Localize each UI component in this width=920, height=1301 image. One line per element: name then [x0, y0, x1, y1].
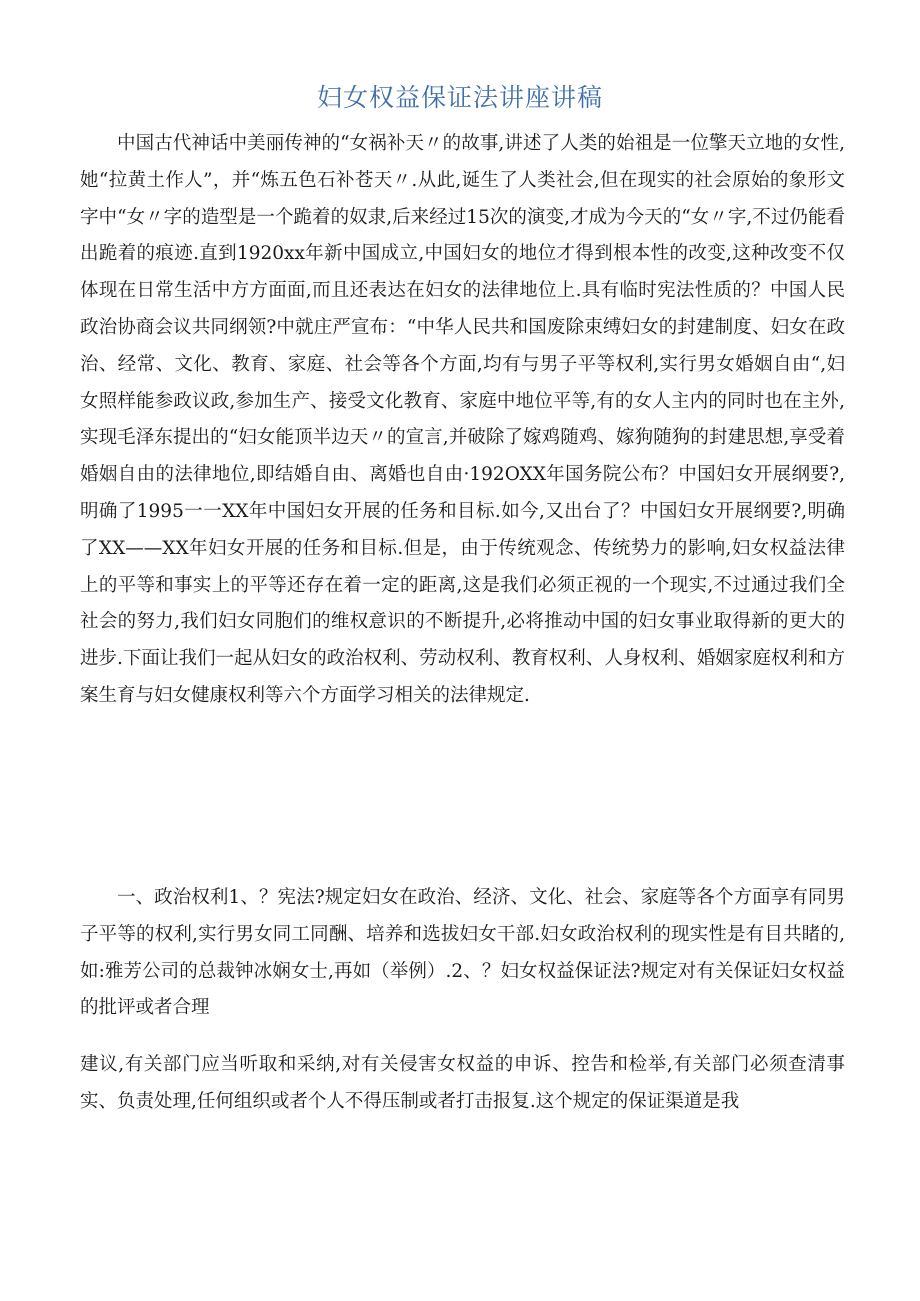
paragraph-political-rights: 一、政治权利1、？宪法?规定妇女在政治、经济、文化、社会、家庭等各个方面享有同男子平等的权利,实行男女同工同酬、培养和选拔妇女干部.妇女政治权利的现实性是有目共睹的,如:雅芳公司的总裁钟冰娴女士,再如（举例）.2、？妇女权益保证法?规定对有关保证妇女权益的批评或者合理 [80, 887, 845, 1019]
paragraph-continuation: 建议,有关部门应当听取和采纳,对有关侵害女权益的申诉、控告和检举,有关部门必须查清事实、负责处理,任何组织或者个人不得压制或者打击报复.这个规定的保证渠道是我 [80, 1054, 845, 1112]
document-title: 妇女权益保证法讲座讲稿 [316, 83, 603, 112]
paragraph-intro: 中国古代神话中美丽传神的“女祸补天〃的故事,讲述了人类的始祖是一位擎天立地的女性,她“拉黄土作人”，并“炼五色石补苍天〃.从此,诞生了人类社会,但在现实的社会原始的象形文字中“女〃字的造型是一个跪着的奴隶,后来经过15次的演变,才成为今天的“女〃字,不过仍能看出跪着的痕迹.直到1920xx年新中国成立,中国妇女的地位才得到根本性的改变,这种改变不仅体现在日常生活中方方面面,而且还表达在妇女的法律地位上.具有临时宪法性质的？中国人民政治协商会议共同纲领?中就庄严宣布：“中华人民共和国废除束缚妇女的封建制度、妇女在政治、经常、文化、教育、家庭、社会等各个方面,均有与男子平等权利,实行男女婚姻自由“,妇女照样能参政议政,参加生产、接受文化教育、家庭中地位平等,有的女人主内的同时也在主外,实现毛泽东提出的“妇女能顶半边天〃的宣言,并破除了嫁鸡随鸡、嫁狗随狗的封建思想,享受着婚姻自由的法律地位,即结婚自由、离婚也自由·192OXX年国务院公布？中国妇女开展纲要?,明确了1995一一XX年中国妇女开展的任务和目标.如今,又出台了？中国妇女开展纲要?,明确了XX——XX年妇女开展的任务和目标.但是，由于传统观念、传统势力的影响,妇女权益法律上的平等和事实上的平等还存在着一定的距离,这是我们必须正视的一个现实,不过通过我们全社会的努力,我们妇女同胞们的维权意识的不断提升,必将推动中国的妇女事业取得新的更大的进步.下面让我们一起从妇女的政治权利、劳动权利、教育权利、人身权利、婚姻家庭权利和方案生育与妇女健康权利等六个方面学习相关的法律规定. [80, 133, 845, 706]
